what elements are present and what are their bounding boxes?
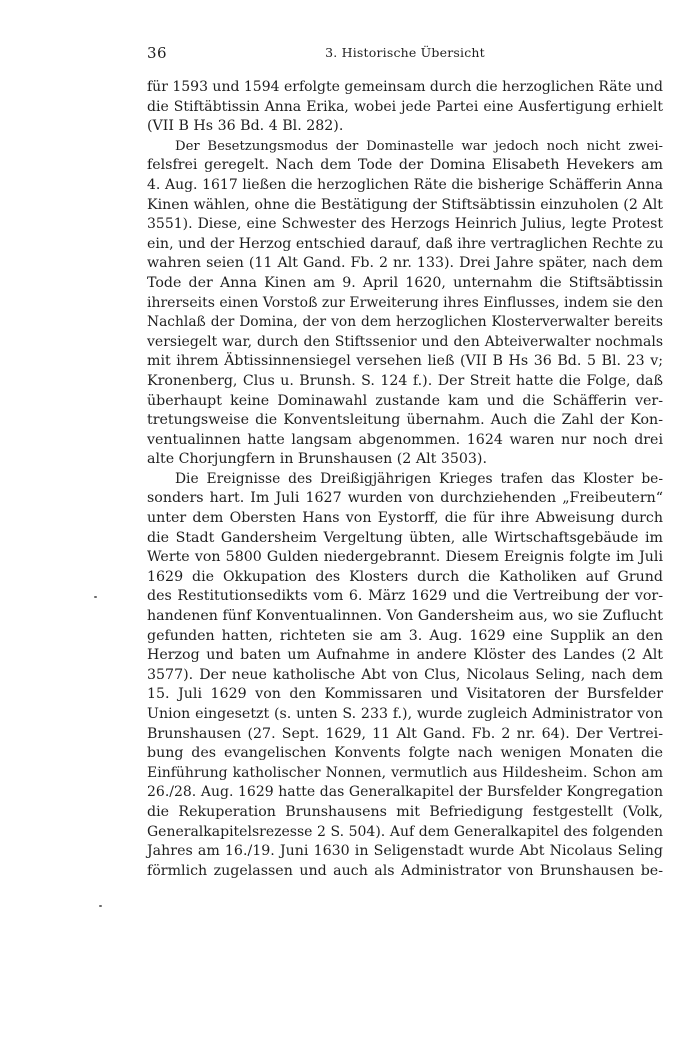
text-line: mit ihrem Äbtissinnensiegel versehen ließ (VII B Hs 36 Bd. 5 Bl. 23 v; [147, 353, 663, 370]
text-line: 15. Juli 1629 von den Kommissaren und Visitatoren der Bursfelder [147, 686, 663, 703]
text-line: die Stadt Gandersheim Vergeltung übten, alle Wirtschaftsgebäude im [147, 529, 663, 546]
text-line: Union eingesetzt (s. unten S. 233 f.), wurde zugleich Administrator von [147, 706, 663, 722]
text-line: des Restitutionsedikts vom 6. März 1629 und die Vertreibung der vor- [147, 588, 663, 605]
text-line: bung des evangelischen Konvents folgte nach wenigen Monaten die [147, 745, 663, 762]
margin-speck [94, 596, 97, 598]
text-line: 1629 die Okkupation des Klosters durch die Katholiken auf Grund [147, 568, 663, 585]
text-line: Werte von 5800 Gulden niedergebrannt. Diesem Ereignis folgte im Juli [147, 549, 663, 566]
text-line: 3551). Diese, eine Schwester des Herzogs Heinrich Julius, legte Protest [147, 216, 663, 233]
text-line: Kronenberg, Clus u. Brunsh. S. 124 f.). Der Streit hatte die Folge, daß [147, 372, 663, 389]
text-line: felsfrei geregelt. Nach dem Tode der Domina Elisabeth Hevekers am [147, 157, 663, 174]
running-head [147, 44, 663, 66]
text-line: (VII B Hs 36 Bd. 4 Bl. 282). [147, 118, 344, 135]
text-line: Jahres am 16./19. Juni 1630 in Seligenstadt wurde Abt Nicolaus Seling [147, 843, 663, 860]
text-line: 26./28. Aug. 1629 hatte das Generalkapitel der Bursfelder Kongregation [147, 784, 663, 801]
text-line: wahren seien (11 Alt Gand. Fb. 2 nr. 133). Drei Jahre später, nach dem [147, 255, 663, 272]
text-line: 4. Aug. 1617 ließen die herzoglichen Räte die bisherige Schäfferin Anna [147, 176, 663, 193]
text-line: Kinen wählen, ohne die Bestätigung der Stiftsäbtissin einzuholen (2 Alt [147, 196, 663, 213]
text-line: tretungsweise die Konventsleitung übernahm. Auch die Zahl der Kon- [147, 412, 663, 429]
text-line: versiegelt war, durch den Stiftssenior und den Abteiverwalter nochmals [147, 333, 663, 350]
text-line: ihrerseits einen Vorstoß zur Erweiterung ihres Einflusses, indem sie den [147, 294, 664, 311]
text-line: Generalkapitelsrezesse 2 S. 504). Auf dem Generalkapitel des folgenden [147, 823, 663, 840]
section-title: 3. Historische Übersicht [325, 45, 485, 60]
text-line: gefunden hatten, richteten sie am 3. Aug. 1629 eine Supplik an den [147, 627, 663, 644]
text-line: Nachlaß der Domina, der von dem herzoglichen Klosterverwalter bereits [147, 314, 663, 331]
margin-speck [99, 905, 102, 907]
text-line: die Stiftäbtissin Anna Erika, wobei jede Partei eine Ausfertigung erhielt [147, 98, 663, 115]
page-number: 36 [147, 44, 168, 62]
text-line: förmlich zugelassen und auch als Administrator von Brunshausen be- [147, 862, 663, 879]
text-line: Der Besetzungsmodus der Dominastelle war jedoch noch nicht zwei- [175, 138, 663, 154]
text-line: Brunshausen (27. Sept. 1629, 11 Alt Gand. Fb. 2 nr. 64). Der Vertrei- [147, 725, 663, 742]
text-line: für 1593 und 1594 erfolgte gemeinsam durch die herzoglichen Räte und [147, 79, 663, 95]
text-line: Herzog und baten um Aufnahme in andere Klöster des Landes (2 Alt [147, 647, 663, 664]
text-line: ventualinnen hatte langsam abgenommen. 1624 waren nur noch drei [147, 431, 663, 448]
text-line: unter dem Obersten Hans von Eystorff, die für ihre Abweisung durch [147, 510, 663, 527]
text-line: sonders hart. Im Juli 1627 wurden von durchziehenden „Freibeutern“ [147, 490, 663, 507]
text-line: 3577). Der neue katholische Abt von Clus, Nicolaus Seling, nach dem [147, 666, 663, 683]
text-line: überhaupt keine Dominawahl zustande kam und die Schäfferin ver- [147, 392, 663, 409]
text-line: Tode der Anna Kinen am 9. April 1620, unternahm die Stiftsäbtissin [147, 274, 663, 291]
text-line: Die Ereignisse des Dreißigjährigen Krieges trafen das Kloster be- [175, 470, 663, 487]
text-line: handenen fünf Konventualinnen. Von Gandersheim aus, wo sie Zuflucht [147, 608, 663, 625]
body-text [147, 78, 663, 881]
text-line: Einführung katholischer Nonnen, vermutlich aus Hildesheim. Schon am [147, 764, 663, 781]
text-line: ein, und der Herzog entschied darauf, daß ihre vertraglichen Rechte zu [147, 235, 664, 252]
text-line: alte Chorjungfern in Brunshausen (2 Alt 3503). [147, 451, 487, 468]
text-line: die Rekuperation Brunshausens mit Befriedigung festgestellt (Volk, [147, 803, 663, 820]
